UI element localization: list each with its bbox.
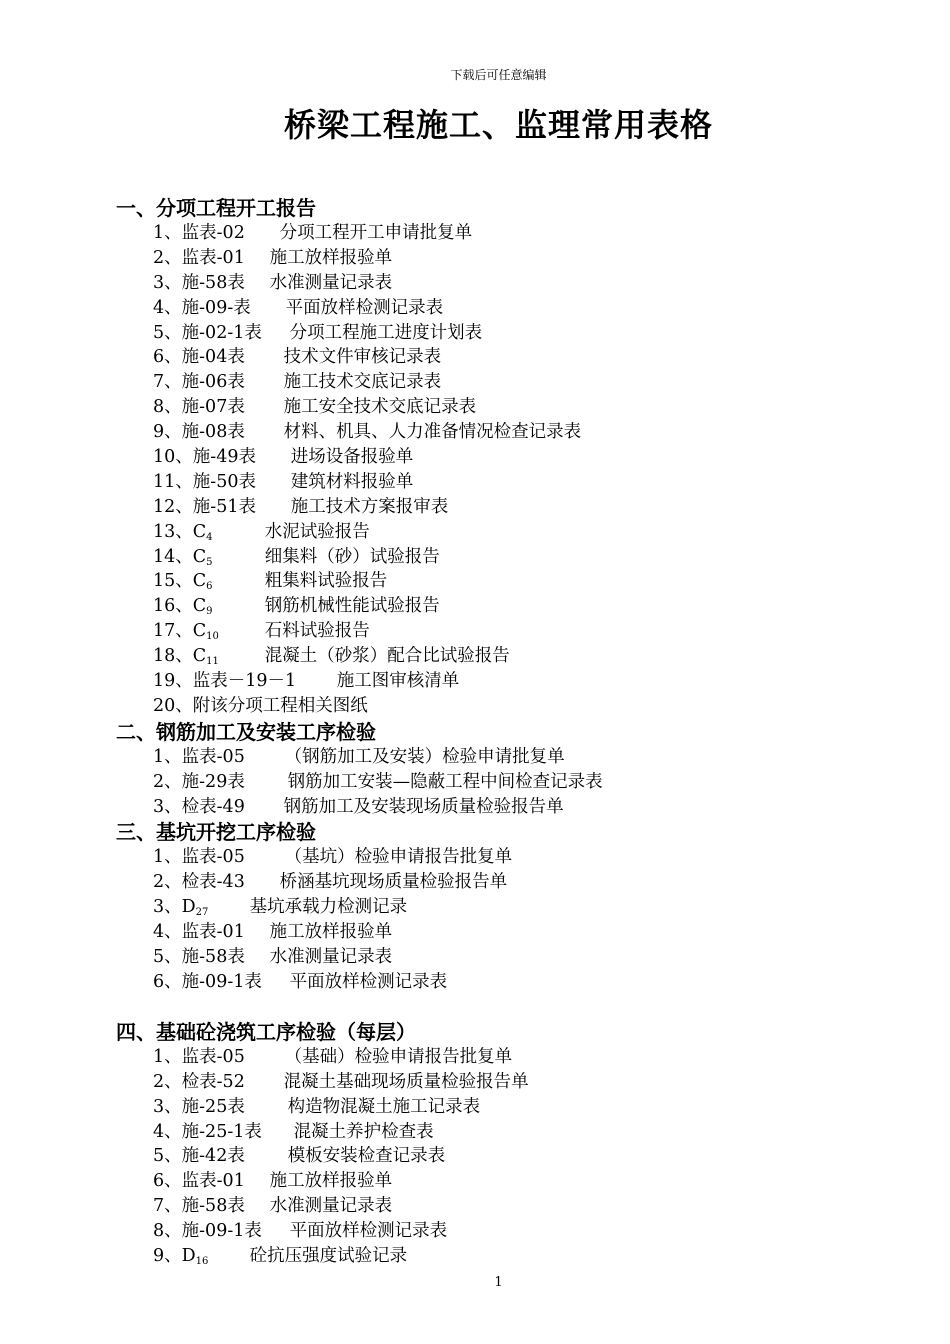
form-description: 材料、机具、人力准备情况检查记录表 bbox=[283, 422, 582, 443]
form-code-subscript: 6 bbox=[206, 581, 213, 593]
form-code: 监表-02 bbox=[181, 223, 245, 243]
form-description: 施工放样报验单 bbox=[269, 922, 393, 943]
form-code: 施-49表 bbox=[192, 447, 256, 468]
item-number: 1、 bbox=[153, 223, 182, 243]
form-description: 桥涵基坑现场质量检验报告单 bbox=[279, 872, 508, 893]
list-item bbox=[116, 221, 916, 246]
list-item bbox=[116, 520, 916, 545]
section-spacer bbox=[116, 995, 916, 1019]
list-item bbox=[116, 1120, 916, 1145]
form-code: 施-25-1表 bbox=[181, 1121, 262, 1142]
section-heading: 二、钢筋加工及安装工序检验 bbox=[116, 719, 376, 744]
form-code: 施-09-表 bbox=[181, 297, 251, 318]
form-code: 施-42表 bbox=[181, 1146, 245, 1167]
list-item bbox=[116, 495, 916, 520]
list-item bbox=[116, 845, 916, 870]
form-code: $C_9$ bbox=[192, 596, 213, 618]
section-heading: 四、基础砼浇筑工序检验（每层） bbox=[116, 1019, 416, 1044]
list-item bbox=[116, 694, 916, 719]
form-code: 施-04表 bbox=[181, 347, 245, 368]
list-item bbox=[116, 296, 916, 321]
form-description: 施工放样报验单 bbox=[269, 1171, 393, 1192]
form-code: 施-07表 bbox=[181, 397, 245, 418]
list-item bbox=[116, 545, 916, 570]
list-item bbox=[116, 470, 916, 495]
list-item bbox=[116, 1095, 916, 1120]
item-number: 2、 bbox=[153, 872, 182, 893]
list-item bbox=[116, 395, 916, 420]
item-number: 3、 bbox=[153, 897, 182, 918]
form-description: 分项工程施工进度计划表 bbox=[289, 322, 483, 343]
form-code: 监表－19－1 bbox=[192, 671, 297, 692]
form-code-subscript: 11 bbox=[206, 656, 219, 668]
form-description: 施工技术交底记录表 bbox=[283, 372, 442, 393]
item-number: 7、 bbox=[153, 1196, 182, 1217]
header-note: 下载后可任意编辑 bbox=[450, 68, 547, 82]
form-description: 进场设备报验单 bbox=[290, 447, 414, 468]
item-number: 20、 bbox=[153, 695, 193, 716]
item-number: 7、 bbox=[153, 372, 182, 393]
item-number: 3、 bbox=[153, 1096, 182, 1117]
form-description: 施工技术方案报审表 bbox=[290, 496, 449, 517]
item-number: 2、 bbox=[153, 1071, 182, 1092]
list-item bbox=[116, 895, 916, 920]
form-description: 构造物混凝土施工记录表 bbox=[287, 1096, 481, 1117]
form-description: 平面放样检测记录表 bbox=[289, 971, 448, 992]
form-description: 水准测量记录表 bbox=[269, 1196, 393, 1217]
list-item bbox=[116, 619, 916, 644]
list-item bbox=[116, 1144, 916, 1169]
item-number: 1、 bbox=[153, 1046, 182, 1067]
item-number: 6、 bbox=[153, 347, 182, 368]
form-code: 施-58表 bbox=[181, 947, 245, 968]
item-number: 13、 bbox=[153, 521, 193, 542]
list-item bbox=[116, 271, 916, 296]
list-item bbox=[116, 370, 916, 395]
item-number: 3、 bbox=[153, 796, 182, 817]
item-number: 2、 bbox=[153, 247, 182, 268]
form-description: 石料试验报告 bbox=[264, 621, 370, 642]
form-description: 钢筋加工及安装现场质量检验报告单 bbox=[283, 796, 564, 817]
item-number: 4、 bbox=[153, 1121, 182, 1142]
item-number: 6、 bbox=[153, 1171, 182, 1192]
form-code: $C_6$ bbox=[192, 571, 213, 593]
form-code: 施-06表 bbox=[181, 372, 245, 393]
section-heading: 三、基坑开挖工序检验 bbox=[116, 820, 316, 845]
form-code: 施-29表 bbox=[181, 771, 245, 792]
form-code: $D_{27}$ bbox=[181, 897, 209, 919]
list-item bbox=[116, 920, 916, 945]
item-number: 14、 bbox=[153, 546, 193, 567]
document-title: 桥梁工程施工、监理常用表格 bbox=[283, 106, 713, 144]
item-number: 10、 bbox=[153, 447, 193, 468]
item-number: 9、 bbox=[153, 1245, 182, 1266]
form-description: 钢筋机械性能试验报告 bbox=[264, 596, 440, 617]
list-item bbox=[116, 870, 916, 895]
list-item bbox=[116, 594, 916, 619]
list-item bbox=[116, 445, 916, 470]
form-description: 施工放样报验单 bbox=[269, 247, 393, 268]
list-item bbox=[116, 770, 916, 795]
item-number: 8、 bbox=[153, 397, 182, 418]
form-description: 施工安全技术交底记录表 bbox=[283, 397, 477, 418]
list-item bbox=[116, 1194, 916, 1219]
form-code: 施-09-1表 bbox=[181, 971, 262, 992]
form-description: 混凝土养护检查表 bbox=[293, 1121, 434, 1142]
form-code: 施-58表 bbox=[181, 1196, 245, 1217]
form-description: 钢筋加工安装—隐蔽工程中间检查记录表 bbox=[287, 771, 603, 792]
form-code: 监表-05 bbox=[181, 847, 245, 868]
item-number: 5、 bbox=[153, 947, 182, 968]
section-heading: 一、分项工程开工报告 bbox=[116, 196, 316, 220]
form-description: 水准测量记录表 bbox=[269, 272, 393, 293]
item-number: 11、 bbox=[153, 471, 193, 492]
list-item bbox=[116, 246, 916, 271]
form-description: （基础）检验申请报告批复单 bbox=[284, 1046, 513, 1067]
form-code: 监表-05 bbox=[181, 1046, 245, 1067]
form-code: 施-50表 bbox=[192, 471, 256, 492]
form-code: 施-08表 bbox=[181, 422, 245, 443]
item-number: 15、 bbox=[153, 571, 193, 592]
form-code-subscript: 4 bbox=[206, 531, 213, 543]
form-code: $C_5$ bbox=[192, 546, 213, 568]
list-item bbox=[116, 644, 916, 669]
document-body bbox=[116, 195, 916, 1269]
form-code: 附该分项工程相关图纸 bbox=[192, 695, 368, 716]
item-number: 4、 bbox=[153, 922, 182, 943]
list-item bbox=[116, 1070, 916, 1095]
form-description: 混凝土基础现场质量检验报告单 bbox=[283, 1071, 529, 1092]
item-number: 19、 bbox=[153, 671, 193, 692]
form-code-subscript: 16 bbox=[195, 1255, 209, 1267]
item-number: 18、 bbox=[153, 646, 193, 667]
form-description: 砼抗压强度试验记录 bbox=[249, 1245, 408, 1266]
item-number: 4、 bbox=[153, 297, 182, 318]
form-code: 检表-43 bbox=[181, 872, 245, 893]
form-code: $C_{10}$ bbox=[192, 621, 219, 643]
form-code-subscript: 27 bbox=[195, 907, 209, 919]
form-code-subscript: 9 bbox=[206, 606, 213, 618]
item-number: 2、 bbox=[153, 771, 182, 792]
item-number: 3、 bbox=[153, 272, 182, 293]
item-number: 5、 bbox=[153, 322, 182, 343]
list-item bbox=[116, 321, 916, 346]
list-item bbox=[116, 795, 916, 820]
form-description: 平面放样检测记录表 bbox=[289, 1221, 448, 1242]
item-number: 17、 bbox=[153, 621, 193, 642]
list-item bbox=[116, 1169, 916, 1194]
item-number: 16、 bbox=[153, 596, 193, 617]
form-description: 粗集料试验报告 bbox=[264, 571, 388, 592]
form-code: 施-51表 bbox=[192, 496, 256, 517]
form-description: 细集料（砂）试验报告 bbox=[264, 546, 440, 567]
form-code: 施-09-1表 bbox=[181, 1221, 262, 1242]
form-code: 监表-01 bbox=[181, 1171, 245, 1192]
page-number: 1 bbox=[494, 1275, 503, 1290]
form-code: 监表-05 bbox=[181, 746, 245, 767]
list-item bbox=[116, 970, 916, 995]
form-code-subscript: 10 bbox=[206, 631, 219, 643]
list-item bbox=[116, 1244, 916, 1269]
form-description: 基坑承载力检测记录 bbox=[249, 897, 408, 918]
item-number: 8、 bbox=[153, 1221, 182, 1242]
item-number: 5、 bbox=[153, 1146, 182, 1167]
list-item bbox=[116, 420, 916, 445]
item-number: 9、 bbox=[153, 422, 182, 443]
form-description: 模板安装检查记录表 bbox=[287, 1146, 446, 1167]
form-description: 水泥试验报告 bbox=[264, 521, 370, 542]
form-code: 检表-52 bbox=[181, 1071, 245, 1092]
list-item bbox=[116, 1219, 916, 1244]
item-number: 6、 bbox=[153, 971, 182, 992]
form-description: 技术文件审核记录表 bbox=[283, 347, 442, 368]
list-item bbox=[116, 669, 916, 694]
form-description: 建筑材料报验单 bbox=[290, 471, 414, 492]
form-description: （基坑）检验申请报告批复单 bbox=[284, 847, 513, 868]
form-code: 检表-49 bbox=[181, 796, 245, 817]
form-code: 施-25表 bbox=[181, 1096, 245, 1117]
form-code-subscript: 5 bbox=[206, 556, 213, 568]
list-item bbox=[116, 569, 916, 594]
form-code: 施-58表 bbox=[181, 272, 245, 293]
item-number: 1、 bbox=[153, 746, 182, 767]
list-item bbox=[116, 945, 916, 970]
form-description: 平面放样检测记录表 bbox=[285, 297, 444, 318]
item-number: 1、 bbox=[153, 847, 182, 868]
form-description: 分项工程开工申请批复单 bbox=[279, 223, 473, 243]
list-item bbox=[116, 345, 916, 370]
form-description: 混凝土（砂浆）配合比试验报告 bbox=[264, 646, 510, 667]
item-number: 12、 bbox=[153, 496, 193, 517]
form-code: $D_{16}$ bbox=[181, 1245, 209, 1267]
list-item bbox=[116, 1045, 916, 1070]
form-description: 施工图审核清单 bbox=[336, 671, 460, 692]
form-description: 水准测量记录表 bbox=[269, 947, 393, 968]
list-item bbox=[116, 745, 916, 770]
form-code: $C_{11}$ bbox=[192, 646, 219, 668]
form-description: （钢筋加工及安装）检验申请批复单 bbox=[284, 746, 565, 767]
form-code: 施-02-1表 bbox=[181, 322, 262, 343]
form-code: 监表-01 bbox=[181, 247, 245, 268]
form-code: $C_4$ bbox=[192, 521, 213, 543]
form-code: 监表-01 bbox=[181, 922, 245, 943]
